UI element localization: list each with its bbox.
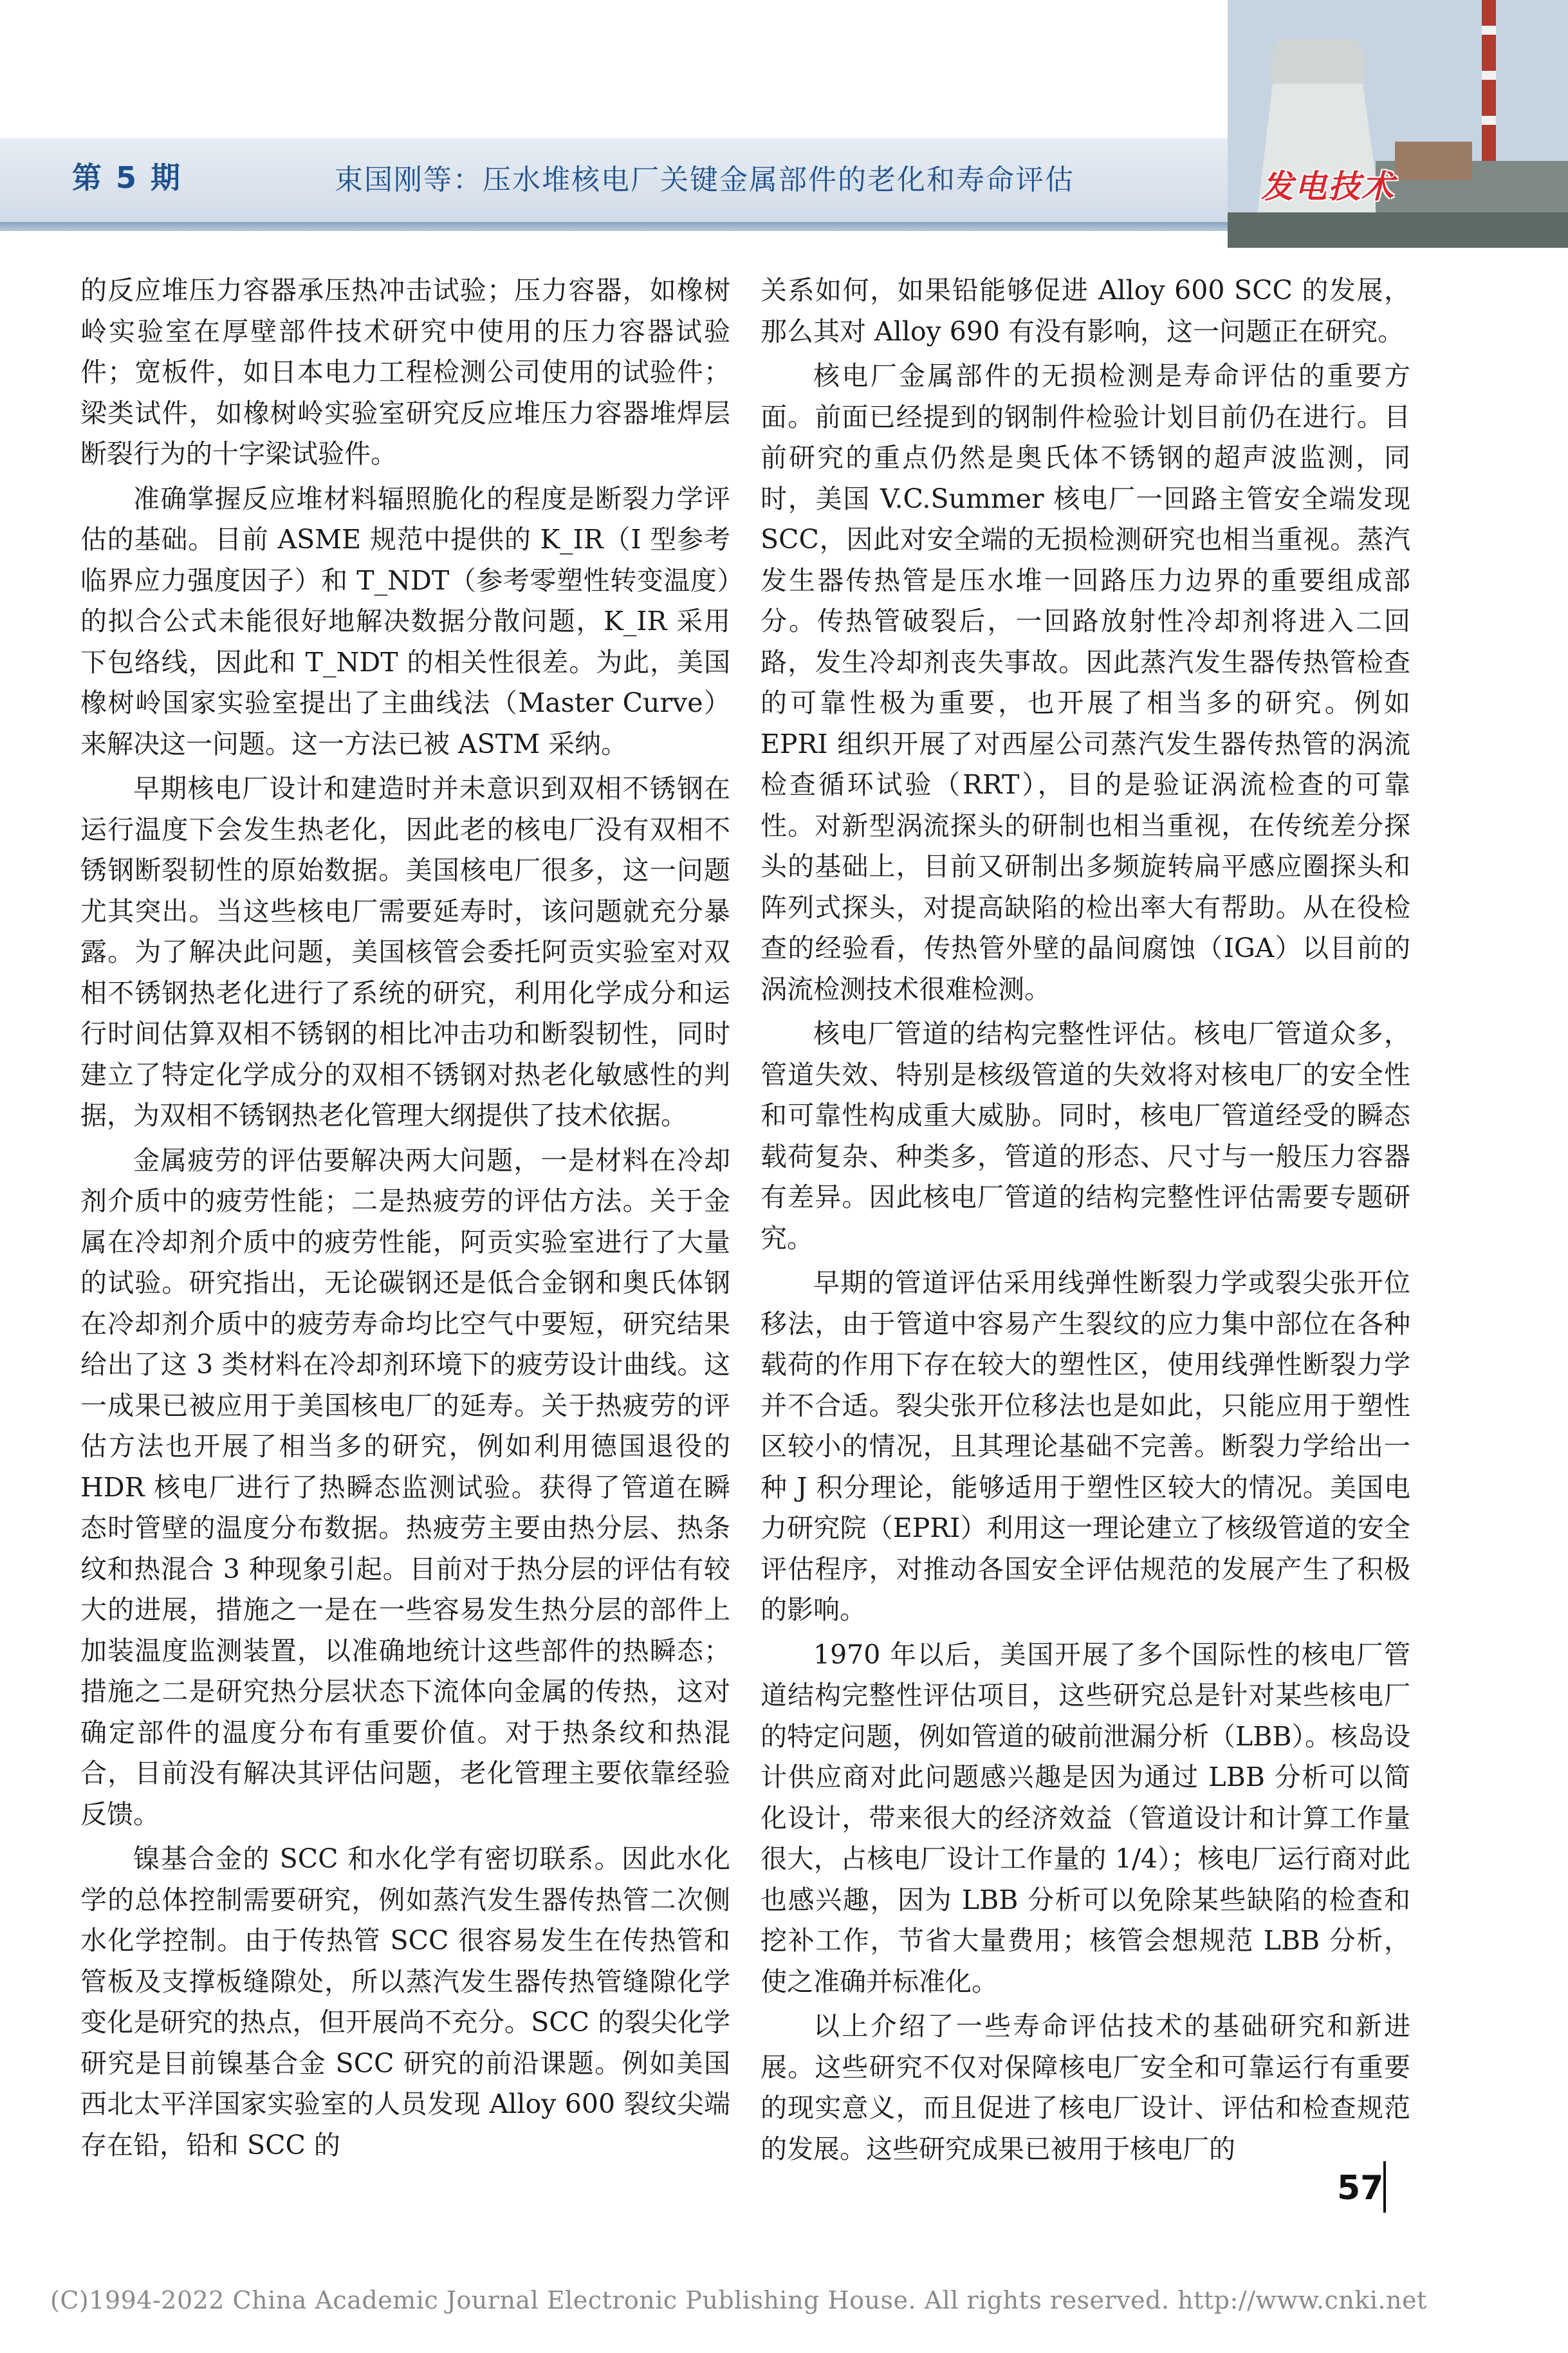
copyright-notice: (C)1994-2022 China Academic Journal Electronic Publishing House. All rights reserved. http://www.cnki.net (50, 2286, 1427, 2314)
issue-number: 第 5 期 (72, 160, 183, 195)
left-column (80, 270, 730, 2170)
section-brand: 发电技术 (1261, 168, 1395, 205)
running-title: 束国刚等：压水堆核电厂关键金属部件的老化和寿命评估 (335, 163, 1075, 196)
paragraph: 镍基合金的 SCC 和水化学有密切联系。因此水化学的总体控制需要研究，例如蒸汽发生器传热管二次侧水化学控制。由于传热管 SCC 很容易发生在传热管和管板及支撑板缝隙处，所以蒸汽发生器传热管缝隙化学变化是研究的热点，但开展尚不充分。SCC 的裂尖化学研究是目前镍基合金 SCC 研究的前沿课题。例如美国西北太平洋国家实验室的人员发现 Alloy 600 裂纹尖端存在铅，铅和 SCC 的 (80, 1843, 730, 2161)
header-rule (0, 222, 1261, 231)
page-number-rule (1383, 2161, 1386, 2213)
paragraph: 关系如何，如果铅能够促进 Alloy 600 SCC 的发展，那么其对 Alloy 690 有没有影响，这一问题正在研究。 (761, 275, 1410, 347)
paragraph: 核电厂金属部件的无损检测是寿命评估的重要方面。前面已经提到的钢制件检验计划目前仍在进行。目前研究的重点仍然是奥氏体不锈钢的超声波监测，同时，美国 V.C.Summer 核电厂一回路主管安全端发现 SCC，因此对安全端的无损检测研究也相当重视。蒸汽发生器传热管是压水堆一回路压力边界的重要组成部分。传热管破裂后，一回路放射性冷却剂将进入二回路，发生冷却剂丧失事故。因此蒸汽发生器传热管检查的可靠性极为重要，也开展了相当多的研究。例如 EPRI 组织开展了对西屋公司蒸汽发生器传热管的涡流检查循环试验（RRT），目的是验证涡流检查的可靠性。对新型涡流探头的研制也相当重视，在传统差分探头的基础上，目前又研制出多频旋转扁平感应圈探头和阵列式探头，对提高缺陷的检出率大有帮助。从在役检查的经验看，传热管外壁的晶间腐蚀（IGA）以目前的涡流检测技术很难检测。 (761, 360, 1410, 1005)
paragraph: 准确掌握反应堆材料辐照脆化的程度是断裂力学评估的基础。目前 ASME 规范中提供的 K_IR（I 型参考临界应力强度因子）和 T_NDT（参考零塑性转变温度）的拟合公式未能很好地解决数据分散问题，K_IR 采用下包络线，因此和 T_NDT 的相关性很差。为此，美国橡树岭国家实验室提出了主曲线法（Master Curve）来解决这一问题。这一方法已被 ASTM 采纳。 (80, 483, 730, 759)
cooling-tower-illustration (1228, 0, 1568, 248)
power-plant-photo (1228, 0, 1568, 248)
paragraph: 以上介绍了一些寿命评估技术的基础研究和新进展。这些研究不仅对保障核电厂安全和可靠运行有重要的现实意义，而且促进了核电厂设计、评估和检查规范的发展。这些研究成果已被用于核电厂的 (761, 2011, 1410, 2164)
page-number: 57 (1337, 2169, 1384, 2208)
paragraph: 1970 年以后，美国开展了多个国际性的核电厂管道结构完整性评估项目，这些研究总是针对某些核电厂的特定问题，例如管道的破前泄漏分析（LBB）。核岛设计供应商对此问题感兴趣是因为通过 LBB 分析可以简化设计，带来很大的经济效益（管道设计和计算工作量很大，占核电厂设计工作量的 1/4）；核电厂运行商对此也感兴趣，因为 LBB 分析可以免除某些缺陷的检查和挖补工作，节省大量费用；核管会想规范 LBB 分析，使之准确并标准化。 (761, 1639, 1410, 1997)
paragraph: 核电厂管道的结构完整性评估。核电厂管道众多，管道失效、特别是核级管道的失效将对核电厂的安全性和可靠性构成重大威胁。同时，核电厂管道经受的瞬态载荷复杂、种类多，管道的形态、尺寸与一般压力容器有差异。因此核电厂管道的结构完整性评估需要专题研究。 (761, 1018, 1410, 1254)
paragraph: 早期核电厂设计和建造时并未意识到双相不锈钢在运行温度下会发生热老化，因此老的核电厂没有双相不锈钢断裂韧性的原始数据。美国核电厂很多，这一问题尤其突出。当这些核电厂需要延寿时，该问题就充分暴露。为了解决此问题，美国核管会委托阿贡实验室对双相不锈钢热老化进行了系统的研究，利用化学成分和运行时间估算双相不锈钢的相比冲击功和断裂韧性，同时建立了特定化学成分的双相不锈钢对热老化敏感性的判据，为双相不锈钢热老化管理大纲提供了技术依据。 (80, 773, 730, 1131)
paragraph: 金属疲劳的评估要解决两大问题，一是材料在冷却剂介质中的疲劳性能；二是热疲劳的评估方法。关于金属在冷却剂介质中的疲劳性能，阿贡实验室进行了大量的试验。研究指出，无论碳钢还是低合金钢和奥氏体钢在冷却剂介质中的疲劳寿命均比空气中要短，研究结果给出了这 3 类材料在冷却剂环境下的疲劳设计曲线。这一成果已被应用于美国核电厂的延寿。关于热疲劳的评估方法也开展了相当多的研究，例如利用德国退役的 HDR 核电厂进行了热瞬态监测试验。获得了管道在瞬态时管壁的温度分布数据。热疲劳主要由热分层、热条纹和热混合 3 种现象引起。目前对于热分层的评估有较大的进展，措施之一是在一些容易发生热分层的部件上加装温度监测装置，以准确地统计这些部件的热瞬态；措施之二是研究热分层状态下流体向金属的传热，这对确定部件的温度分布有重要价值。对于热条纹和热混合，目前没有解决其评估问题，老化管理主要依靠经验反馈。 (80, 1144, 730, 1830)
paragraph: 早期的管道评估采用线弹性断裂力学或裂尖张开位移法，由于管道中容易产生裂纹的应力集中部位在各种载荷的作用下存在较大的塑性区，使用线弹性断裂力学并不合适。裂尖张开位移法也是如此，只能应用于塑性区较小的情况，且其理论基础不完善。断裂力学给出一种 J 积分理论，能够适用于塑性区较大的情况。美国电力研究院（EPRI）利用这一理论建立了核级管道的安全评估程序，对推动各国安全评估规范的发展产生了积极的影响。 (761, 1267, 1410, 1625)
right-column (761, 270, 1410, 2173)
paragraph: 的反应堆压力容器承压热冲击试验；压力容器，如橡树岭实验室在厚壁部件技术研究中使用的压力容器试验件；宽板件，如日本电力工程检测公司使用的试验件；梁类试件，如橡树岭实验室研究反应堆压力容器堆焊层断裂行为的十字梁试验件。 (80, 275, 730, 469)
